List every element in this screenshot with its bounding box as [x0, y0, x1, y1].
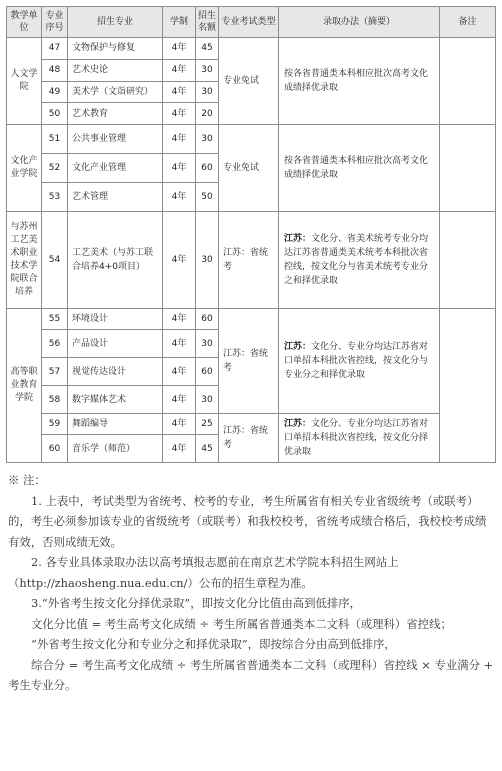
unit-cell: 高等职业教育学院: [7, 309, 42, 463]
major-cell: 视觉传达设计: [68, 358, 163, 386]
major-cell: 美术学（文诣研究）: [68, 81, 163, 103]
admission-table: [6, 6, 496, 463]
major-cell: 艺术教育: [68, 103, 163, 125]
duration-cell: 4年: [163, 59, 196, 81]
duration-cell: 4年: [163, 38, 196, 60]
seq-cell: 53: [42, 183, 68, 212]
seq-cell: 60: [42, 435, 68, 463]
header-unit: 教学单位: [7, 7, 42, 38]
duration-cell: 4年: [163, 103, 196, 125]
remarks-cell: [440, 212, 496, 309]
major-cell: 艺术史论: [68, 59, 163, 81]
major-cell: 舞蹈编导: [68, 414, 163, 435]
quota-cell: 45: [196, 435, 219, 463]
method-cell: [279, 309, 440, 414]
header-seq: 专业序号: [42, 7, 68, 38]
note-3b-formula: 综合分 = 考生高考文化成绩 ÷ 考生所属省普通类本二文科（或理科）省控线 × 专业满分 + 考生专业分。: [8, 657, 494, 692]
seq-cell: 58: [42, 386, 68, 414]
table-header-row: [7, 7, 496, 38]
quota-cell: 30: [196, 59, 219, 81]
exam-type-cell: 江苏：省统考: [219, 212, 279, 309]
duration-cell: 4年: [163, 435, 196, 463]
header-exam-type: 专业考试类型: [219, 7, 279, 38]
major-cell: 音乐学（师范）: [68, 435, 163, 463]
major-cell: 产品设计: [68, 330, 163, 358]
note-3: 3.“外省考生按文化分择优录取”，即按文化分比值由高到低排序，: [31, 596, 362, 610]
header-quota: 招生名额: [196, 7, 219, 38]
duration-cell: 4年: [163, 358, 196, 386]
method-cell: [279, 414, 440, 463]
quota-cell: 30: [196, 386, 219, 414]
note-2: 2. 各专业具体录取办法以高考填报志愿前在南京艺术学院本科招生网站上（http://zhaosheng.nua.edu.cn/）公布的招生章程为准。: [8, 555, 399, 590]
duration-cell: 4年: [163, 212, 196, 309]
note-1: 1. 上表中，考试类型为省统考、校考的专业，考生所属省有相关专业省级统考（或联考）的，考生必须参加该专业的省级统考（或联考）和我校校考，省统考成绩合格后，我校校考成绩有效，否则成绩无效。: [8, 493, 487, 549]
seq-cell: 50: [42, 103, 68, 125]
duration-cell: 4年: [163, 125, 196, 154]
duration-cell: 4年: [163, 414, 196, 435]
quota-cell: 60: [196, 358, 219, 386]
method-text: 文化分、专业分均达江苏省对口单招本科批次省控线，按文化分择优录取: [284, 419, 429, 457]
major-cell: 文化产业管理: [68, 154, 163, 183]
quota-cell: 30: [196, 125, 219, 154]
table-row: [7, 125, 496, 154]
method-province: 江苏：: [284, 234, 312, 244]
seq-cell: 49: [42, 81, 68, 103]
quota-cell: 30: [196, 81, 219, 103]
method-province: 江苏：: [284, 419, 312, 429]
duration-cell: 4年: [163, 81, 196, 103]
table-row: [7, 309, 496, 330]
exam-type-cell: 江苏：省统考: [219, 414, 279, 463]
method-province: 江苏：: [284, 342, 312, 352]
table-row: [7, 38, 496, 60]
seq-cell: 54: [42, 212, 68, 309]
header-remarks: 备注: [440, 7, 496, 38]
method-cell: 按各省普通类本科相应批次高考文化成绩择优录取: [279, 38, 440, 125]
major-cell: 艺术管理: [68, 183, 163, 212]
duration-cell: 4年: [163, 309, 196, 330]
quota-cell: 30: [196, 212, 219, 309]
remarks-cell: [440, 309, 496, 463]
exam-type-cell: 江苏：省统考: [219, 309, 279, 414]
seq-cell: 55: [42, 309, 68, 330]
major-cell: 环境设计: [68, 309, 163, 330]
quota-cell: 20: [196, 103, 219, 125]
unit-cell: 文化产业学院: [7, 125, 42, 212]
major-cell: 数字媒体艺术: [68, 386, 163, 414]
unit-cell: 人文学院: [7, 38, 42, 125]
duration-cell: 4年: [163, 154, 196, 183]
major-cell: 公共事业管理: [68, 125, 163, 154]
seq-cell: 48: [42, 59, 68, 81]
duration-cell: 4年: [163, 386, 196, 414]
exam-type-cell: 专业免试: [219, 125, 279, 212]
header-major: 招生专业: [68, 7, 163, 38]
remarks-cell: [440, 125, 496, 212]
note-3b: “外省考生按文化分和专业分之和择优录取”，即按综合分由高到低排序，: [31, 637, 396, 651]
quota-cell: 25: [196, 414, 219, 435]
notes-section: [8, 470, 494, 696]
table-row: [7, 414, 496, 435]
table-row: [7, 212, 496, 309]
quota-cell: 60: [196, 154, 219, 183]
seq-cell: 52: [42, 154, 68, 183]
quota-cell: 30: [196, 330, 219, 358]
major-cell: 工艺美术（与苏工联合培养4+0项目）: [68, 212, 163, 309]
seq-cell: 59: [42, 414, 68, 435]
method-cell: 按各省普通类本科相应批次高考文化成绩择优录取: [279, 125, 440, 212]
quota-cell: 45: [196, 38, 219, 60]
seq-cell: 47: [42, 38, 68, 60]
duration-cell: 4年: [163, 183, 196, 212]
major-cell: 文物保护与修复: [68, 38, 163, 60]
seq-cell: 57: [42, 358, 68, 386]
seq-cell: 56: [42, 330, 68, 358]
quota-cell: 60: [196, 309, 219, 330]
header-method: 录取办法（摘要）: [279, 7, 440, 38]
unit-cell: 与苏州工艺美术职业技术学院联合培养: [7, 212, 42, 309]
method-text: 文化分、省美术统考专业分均达江苏省普通类美术统考本科批次省控线，按文化分与省美术统考专业分之和择优录取: [284, 234, 429, 286]
method-cell: [279, 212, 440, 309]
header-duration: 学制: [163, 7, 196, 38]
remarks-cell: [440, 38, 496, 125]
seq-cell: 51: [42, 125, 68, 154]
quota-cell: 50: [196, 183, 219, 212]
duration-cell: 4年: [163, 330, 196, 358]
method-text: 文化分、专业分均达江苏省对口单招本科批次省控线，按文化分与专业分之和择优录取: [284, 342, 429, 380]
exam-type-cell: 专业免试: [219, 38, 279, 125]
notes-heading: ※ 注：: [8, 473, 46, 487]
note-3-formula: 文化分比值 = 考生高考文化成绩 ÷ 考生所属省普通类本二文科（或理科）省控线；: [31, 616, 452, 631]
